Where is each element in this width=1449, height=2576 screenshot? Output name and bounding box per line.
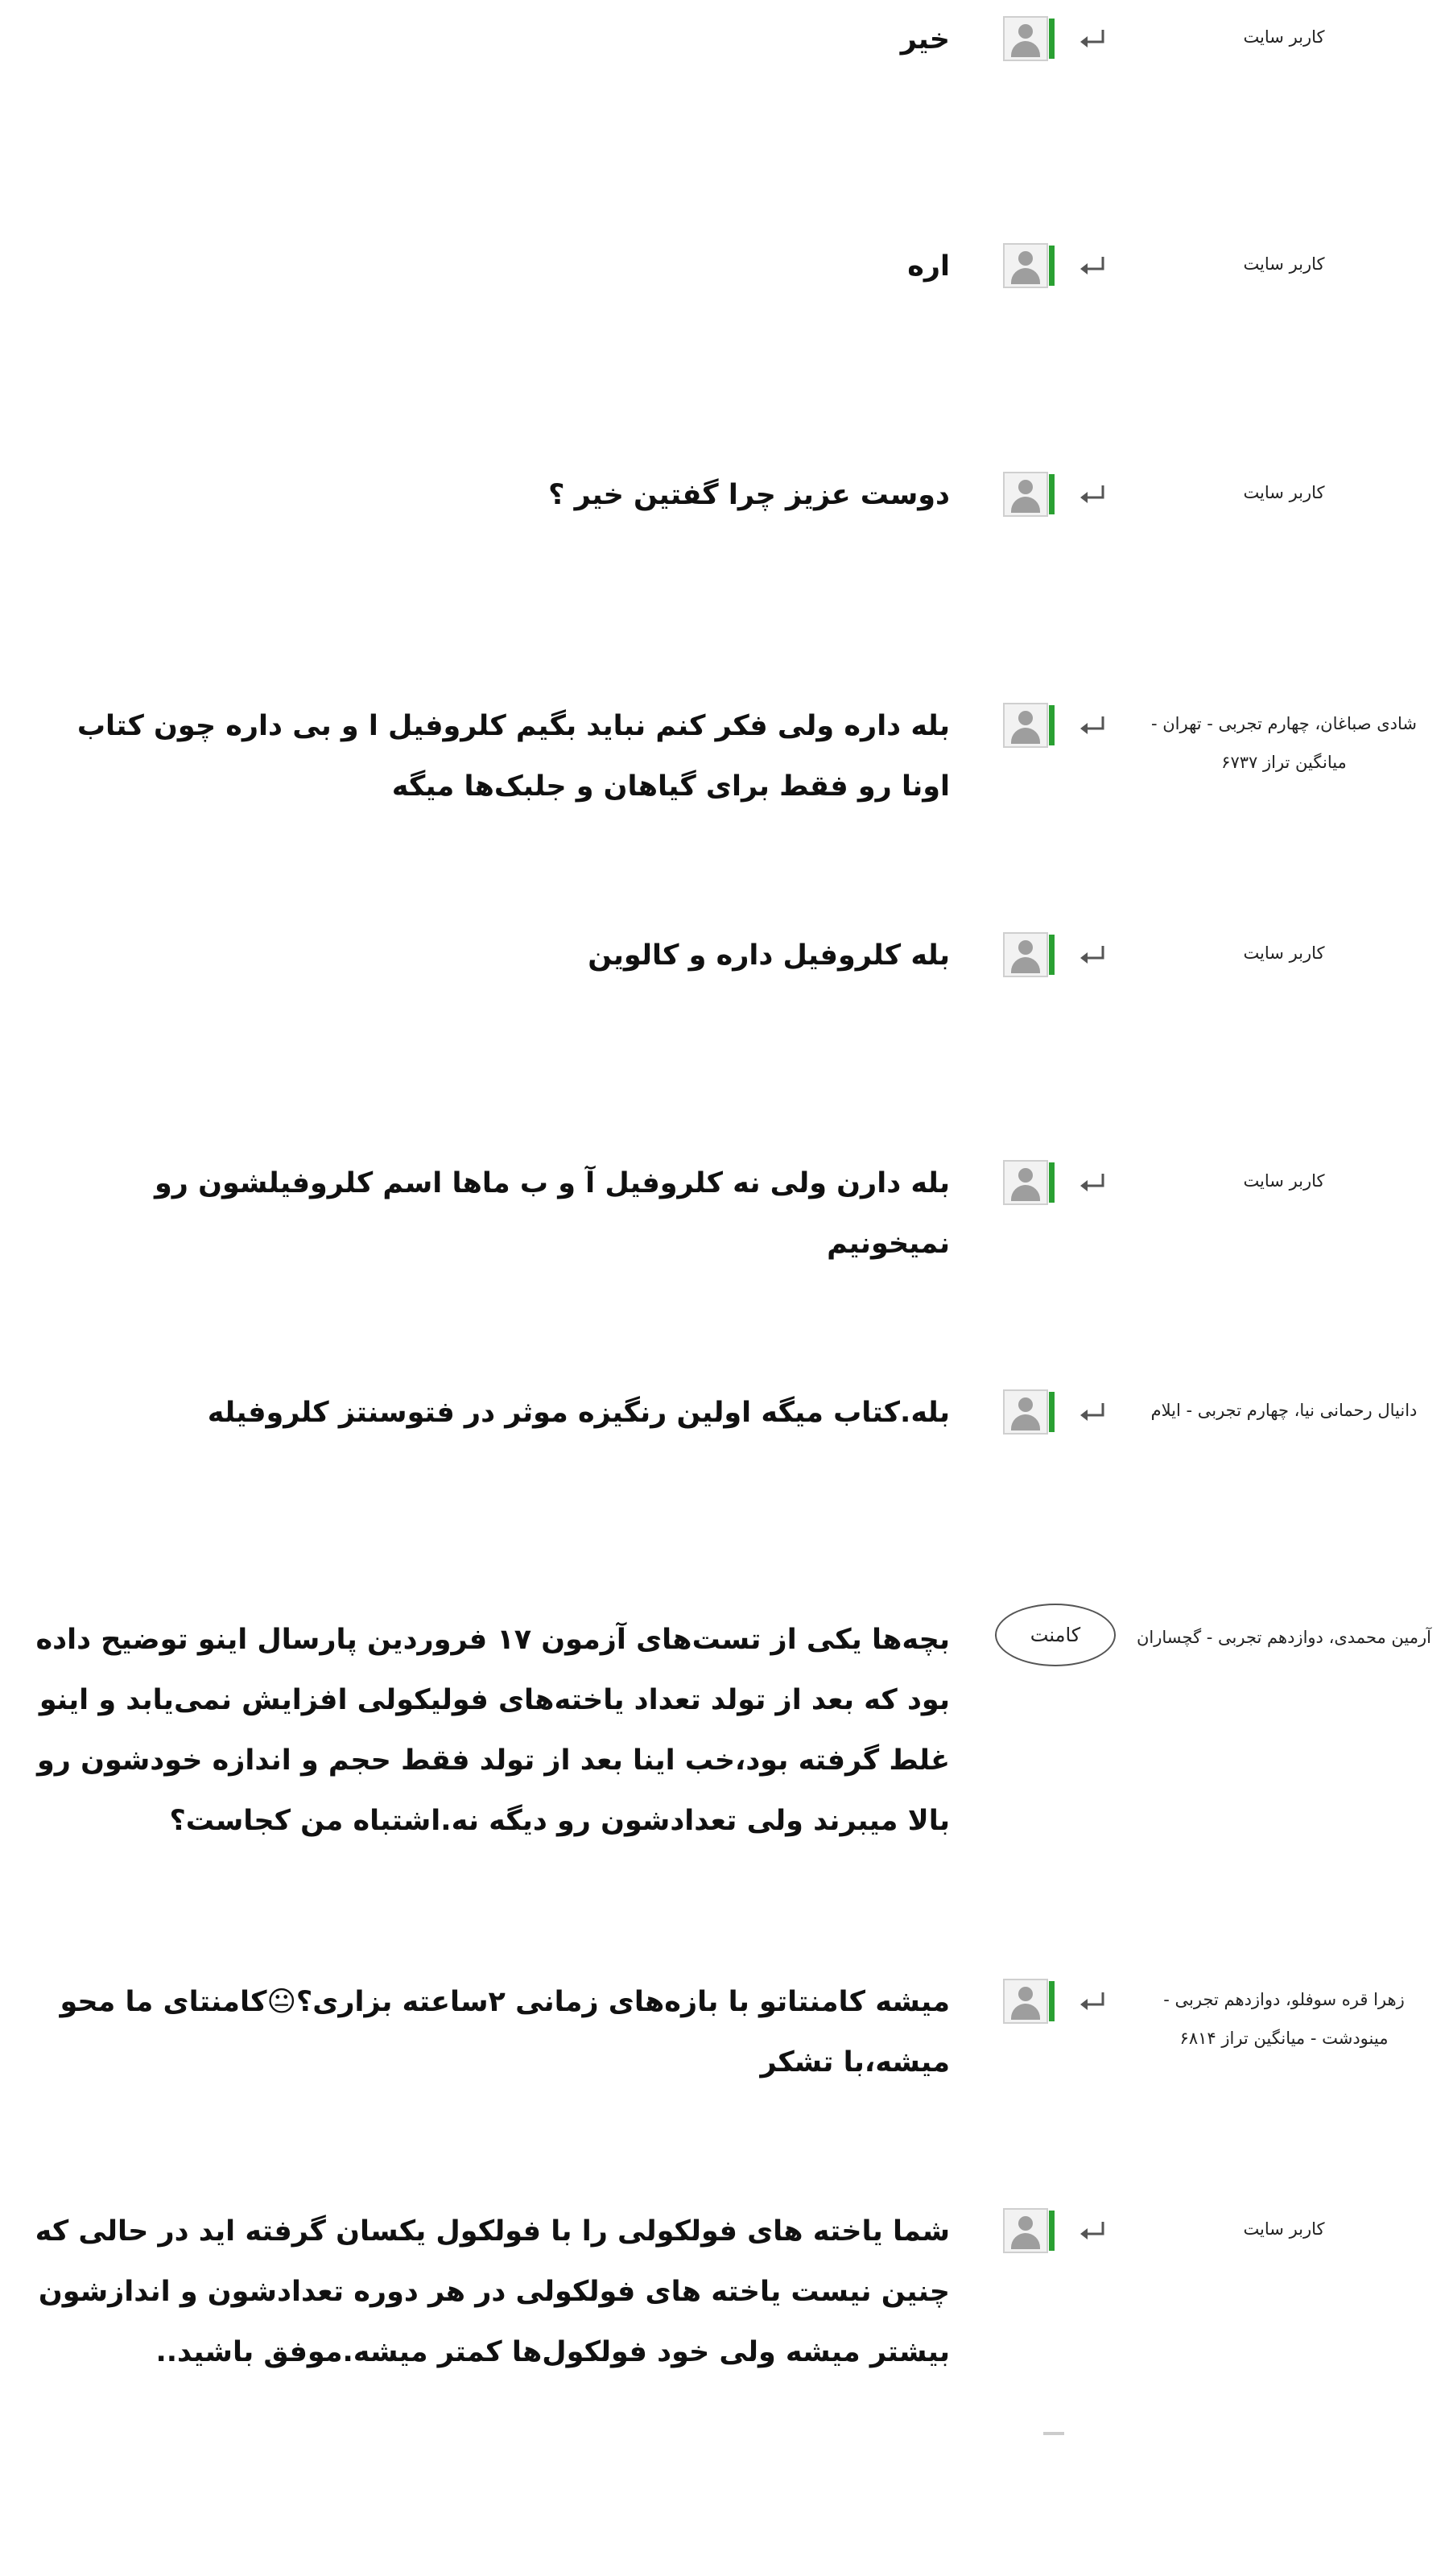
avatar-accent — [1049, 246, 1055, 286]
avatar-accent — [1049, 2211, 1055, 2251]
avatar — [1003, 1979, 1048, 2024]
avatar — [1003, 2208, 1048, 2253]
avatar — [1003, 472, 1048, 517]
avatar — [1003, 243, 1048, 288]
comment-author: کاربر سایت — [1243, 943, 1325, 963]
comment-author: کاربر سایت — [1243, 27, 1325, 47]
reply-icon[interactable] — [1079, 1171, 1106, 1194]
reply-icon[interactable] — [1079, 483, 1106, 506]
avatar — [1003, 16, 1048, 61]
avatar-accent — [1049, 1162, 1055, 1203]
comment-author: دانیال رحمانی نیا، چهارم تجربی - ایلام — [1150, 1401, 1418, 1420]
comment-text: بله داره ولی فکر کنم نباید بگیم کلروفیل ا و بی داره چون کتاب اونا رو فقط برای گیاهان و جلبک‌ها میگه — [76, 710, 950, 803]
comment-text: بچه‌ها یکی از تست‌های آزمون ۱۷ فروردین پارسال اینو توضیح داده بود که بعد از تولد تعداد یاخته‌های فولیکولی افزایش نمی‌یابد و اینو غلط گرفته بود،خب اینا بعد از تولد فقط حجم و اندازه خودشون رو بالا میبرند ولی تعدادشون رو دیگه نه.اشتباه من کجاست؟ — [35, 1624, 950, 1837]
comment-text: بله کلروفیل داره و کالوین — [588, 939, 950, 972]
comment-author: زهرا قره سوفلو، دوازدهم تجربی - مینودشت - میانگین تراز ۶۸۱۴ — [1163, 1990, 1405, 2048]
reply-icon[interactable] — [1079, 1990, 1106, 2013]
reply-icon[interactable] — [1079, 943, 1106, 966]
avatar — [1003, 932, 1048, 977]
reply-icon[interactable] — [1079, 27, 1106, 50]
avatar-accent — [1049, 1392, 1055, 1432]
comment-text: بله.کتاب میگه اولین رنگیزه موثر در فتوسنتز کلروفیله — [207, 1397, 950, 1429]
comment-text: دوست عزیز چرا گفتین خیر ؟ — [548, 479, 950, 511]
comment-text: میشه کامنتاتو با بازه‌های زمانی ۲ساعته بزاری؟😐کامنتای ما محو میشه،با تشکر — [60, 1986, 950, 2079]
avatar-accent — [1049, 705, 1055, 745]
comment-text: اره — [907, 250, 950, 283]
divider — [1043, 2432, 1064, 2435]
comment-author: کاربر سایت — [1243, 2219, 1325, 2239]
reply-icon[interactable] — [1079, 254, 1106, 277]
comment-button[interactable]: کامنت — [995, 1604, 1116, 1666]
avatar — [1003, 1160, 1048, 1205]
avatar-accent — [1049, 474, 1055, 514]
reply-icon[interactable] — [1079, 1401, 1106, 1423]
comment-author: شادی صباغان، چهارم تجربی - تهران - میانگین تراز ۶۷۳۷ — [1150, 714, 1418, 772]
avatar-accent — [1049, 19, 1055, 59]
avatar — [1003, 1389, 1048, 1435]
avatar-accent — [1049, 1981, 1055, 2021]
comment-author: کاربر سایت — [1243, 254, 1325, 274]
reply-icon[interactable] — [1079, 2219, 1106, 2242]
comment-author: کاربر سایت — [1243, 1171, 1325, 1191]
comment-text: بله دارن ولی نه کلروفیل آ و ب ماها اسم کلروفیلشون رو نمیخونیم — [155, 1167, 950, 1260]
comment-text: شما یاخته های فولکولی را با فولکول یکسان گرفته اید در حالی که چنین نیست یاخته های فولکولی در هر دوره تعدادشون و اندازشون بیشتر میشه ولی خود فولکول‌ها کمتر میشه.موفق باشید.. — [35, 2215, 950, 2368]
comment-author: کاربر سایت — [1243, 483, 1325, 502]
avatar — [1003, 703, 1048, 748]
reply-icon[interactable] — [1079, 714, 1106, 737]
comment-text: خیر — [900, 23, 950, 56]
comment-author: آرمین محمدی، دوازدهم تجربی - گچساران — [1137, 1628, 1431, 1647]
avatar-accent — [1049, 935, 1055, 975]
